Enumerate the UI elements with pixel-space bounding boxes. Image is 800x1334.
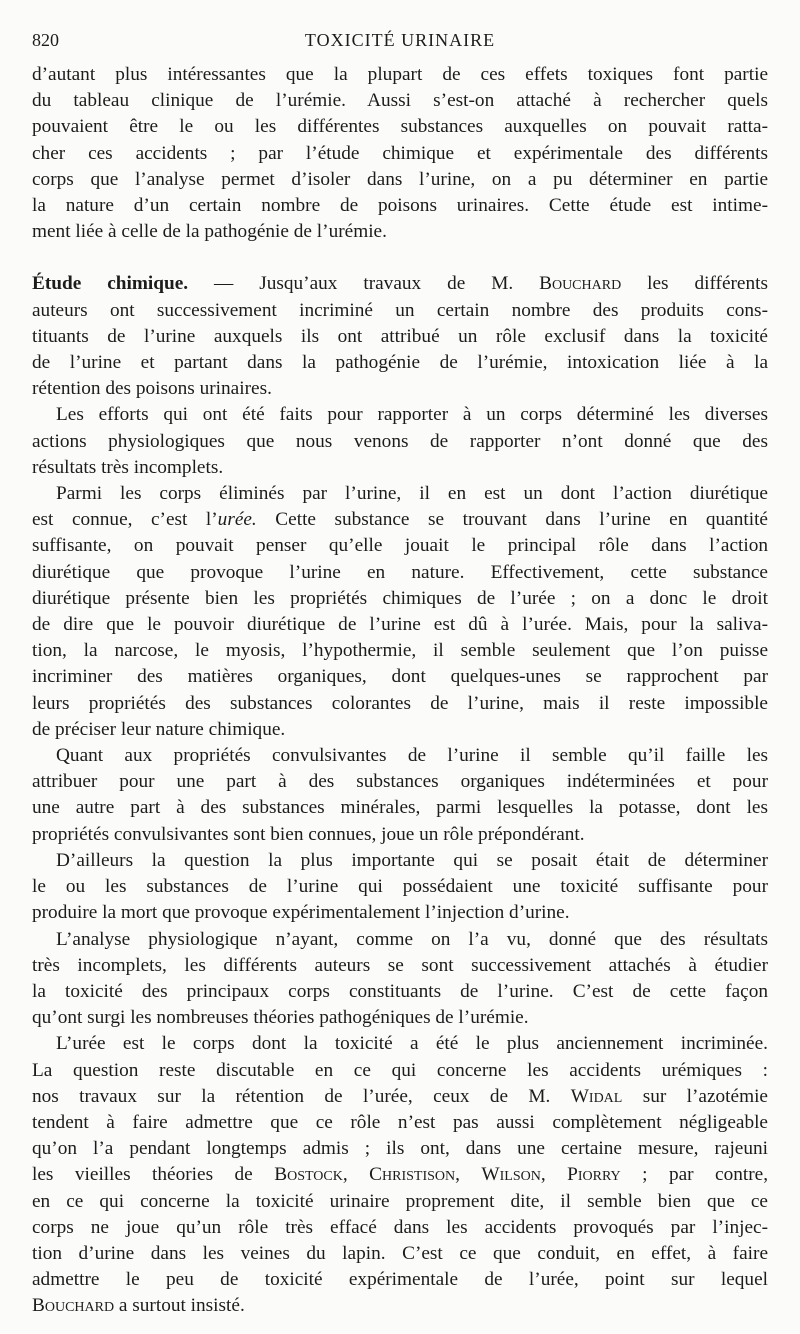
text-line: propriétés convulsivantes sont bien connues, joue un rôle prépondérant. <box>32 823 585 845</box>
text-line: Parmi les corps éliminés par l’urine, il en est un dont l’action diurétique <box>56 483 768 505</box>
text-line: ment liée à celle de la pathogénie de l’urémie. <box>32 221 387 243</box>
paragraph <box>32 927 768 1032</box>
text-line: de l’urine et partant dans la pathogénie de l’urémie, intoxication liée à la <box>32 352 768 374</box>
text-span: les différents <box>621 273 768 295</box>
text-span: sur l’azotémie <box>622 1085 768 1107</box>
text-line: suffisante, on pouvait penser qu’elle jouait le principal rôle dans l’action <box>32 535 768 557</box>
text-line: produire la mort que provoque expérimentalement l’injection d’urine. <box>32 902 570 924</box>
text-line: le ou les substances de l’urine qui possédaient une toxicité suffisante pour <box>32 876 768 898</box>
page-header <box>32 30 768 54</box>
paragraph <box>32 743 768 848</box>
text-span: Cette substance se trouvant dans l’urine en quantité <box>256 509 768 531</box>
text-line <box>32 507 768 533</box>
text-line: résultats très incomplets. <box>32 456 224 478</box>
text-line: diurétique que provoque l’urine en nature. Effectivement, cette substance <box>32 561 768 583</box>
text-line: La question reste discutable en ce qui concerne les accidents urémiques : <box>32 1059 768 1081</box>
body-text <box>32 62 768 1320</box>
author-name: Piorry <box>567 1164 621 1186</box>
text-line: actions physiologiques que nous venons de rapporter n’ont donné que des <box>32 430 768 452</box>
author-name: Christison <box>369 1164 456 1186</box>
paragraph <box>32 1031 768 1319</box>
paragraph <box>32 848 768 927</box>
text-line: diurétique présente bien les propriétés chimiques de l’urée ; on a donc le droit <box>32 587 768 609</box>
text-line: qu’on l’a pendant longtemps admis ; ils ont, dans une certaine mesure, rajeuni <box>32 1138 768 1160</box>
text-line: une autre part à des substances minérales, parmi lesquelles la potasse, dont les <box>32 797 768 819</box>
page-number: 820 <box>32 30 59 50</box>
text-span: nos travaux sur la rétention de l’urée, ceux de M. <box>32 1085 571 1107</box>
text-line: de dire que le pouvoir diurétique de l’urine est dû à l’urée. Mais, pour la saliva- <box>32 614 768 636</box>
text-span: — Jusqu’aux travaux de M. <box>188 273 540 295</box>
text-line: leurs propriétés des substances colorantes de l’urine, mais il reste impossible <box>32 692 768 714</box>
text-line: auteurs ont successivement incriminé un certain nombre des produits cons- <box>32 299 768 321</box>
paragraph <box>32 402 768 481</box>
emphasis: urée. <box>217 509 257 531</box>
text-line: Les efforts qui ont été faits pour rapporter à un corps déterminé les diverses <box>56 404 768 426</box>
text-line <box>32 1293 768 1319</box>
text-line: cher ces accidents ; par l’étude chimique et expérimentale des différents <box>32 142 768 164</box>
text-line: incriminer des matières organiques, dont quelques-unes se rapprochent par <box>32 666 768 688</box>
text-line: pouvaient être le ou les différentes substances auxquelles on pouvait ratta- <box>32 116 768 138</box>
text-span: , <box>540 1164 568 1186</box>
text-line <box>32 271 768 297</box>
text-line: L’urée est le corps dont la toxicité a été le plus anciennement incriminée. <box>56 1033 768 1055</box>
text-line: en ce qui concerne la toxicité urinaire proprement dite, il semble bien que ce <box>32 1190 768 1212</box>
text-line <box>32 1162 768 1188</box>
author-name: Wilson <box>481 1164 541 1186</box>
text-line: attribuer pour une part à des substances organiques indéterminées et pour <box>32 771 768 793</box>
text-line: tendent à faire admettre que ce rôle n’est pas aussi complètement négligeable <box>32 1111 768 1133</box>
text-span: , <box>455 1164 482 1186</box>
text-span: ; par contre, <box>620 1164 769 1186</box>
text-line: tituants de l’urine auxquels ils ont attribué un rôle exclusif dans la toxicité <box>32 325 768 347</box>
text-line: D’ailleurs la question la plus importante qui se posait était de déterminer <box>56 849 768 871</box>
text-line: tion, la narcose, le myosis, l’hypothermie, il semble seulement que l’on puisse <box>32 640 768 662</box>
text-line: L’analyse physiologique n’ayant, comme on l’a vu, donné que des résultats <box>56 928 768 950</box>
author-name: Widal <box>570 1085 623 1107</box>
text-line: d’autant plus intéressantes que la plupart de ces effets toxiques font partie <box>32 64 768 85</box>
text-line: la toxicité des principaux corps constituants de l’urine. C’est de cette façon <box>32 980 768 1002</box>
text-line: Quant aux propriétés convulsivantes de l’urine il semble qu’il faille les <box>56 745 768 767</box>
section-gap <box>32 245 768 271</box>
text-line: corps ne joue qu’un rôle très effacé dans les accidents provoqués par l’injec- <box>32 1216 768 1238</box>
text-line: admettre le peu de toxicité expérimentale de l’urée, point sur lequel <box>32 1269 768 1291</box>
text-line: du tableau clinique de l’urémie. Aussi s’est-on attaché à rechercher quels <box>32 90 768 112</box>
text-line: la nature d’un certain nombre de poisons urinaires. Cette étude est intime- <box>32 195 768 217</box>
author-name: Bostock <box>274 1164 343 1186</box>
running-title: TOXICITÉ URINAIRE <box>304 30 496 50</box>
text-line: très incomplets, les différents auteurs se sont successivement attachés à étudier <box>32 954 768 976</box>
paragraph <box>32 481 768 743</box>
text-line: rétention des poisons urinaires. <box>32 378 272 400</box>
author-name: Bouchard <box>32 1295 115 1317</box>
author-name: Bouchard <box>539 273 622 295</box>
text-span: , <box>342 1164 370 1186</box>
text-line <box>32 1084 768 1110</box>
text-span: les vieilles théories de <box>32 1164 275 1186</box>
paragraph <box>32 271 768 402</box>
text-line: de préciser leur nature chimique. <box>32 718 286 740</box>
text-span: est connue, c’est l’ <box>32 509 218 531</box>
text-line: tion d’urine dans les veines du lapin. C’est ce que conduit, en effet, à faire <box>32 1242 768 1264</box>
text-line: qu’ont surgi les nombreuses théories pathogéniques de l’urémie. <box>32 1007 529 1029</box>
section-heading: Étude chimique. <box>32 273 189 295</box>
text-line: corps que l’analyse permet d’isoler dans l’urine, on a pu déterminer en partie <box>32 168 768 190</box>
paragraph <box>32 62 768 245</box>
text-span: a surtout insisté. <box>114 1295 245 1317</box>
